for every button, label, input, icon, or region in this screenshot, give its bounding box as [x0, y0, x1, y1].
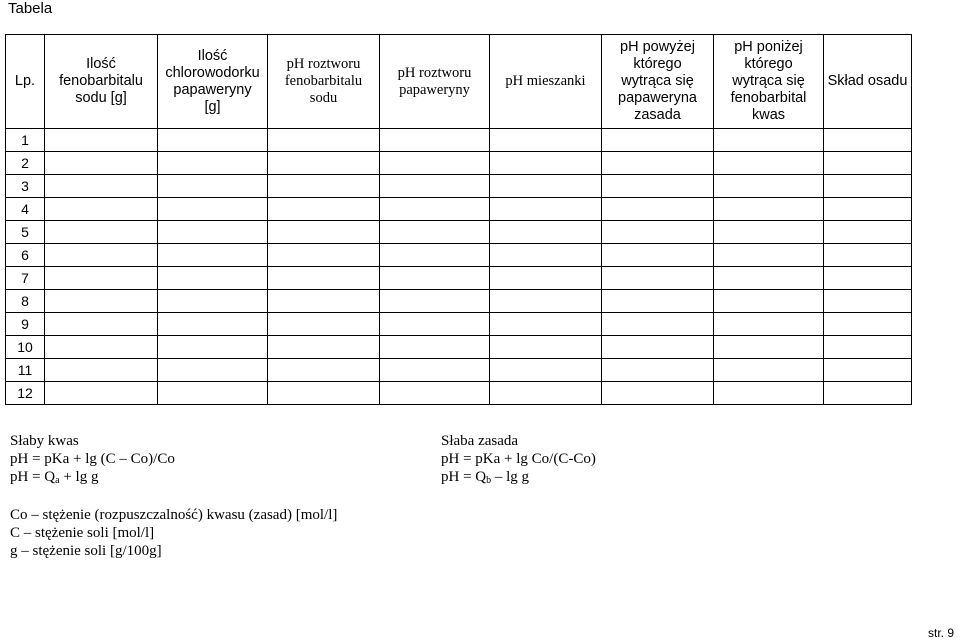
table-cell[interactable] — [490, 244, 602, 267]
table-cell[interactable] — [380, 290, 490, 313]
header-line: pH roztworu — [397, 64, 472, 81]
header-lp — [6, 35, 45, 129]
table-cell[interactable] — [268, 129, 380, 152]
table-cell[interactable] — [490, 359, 602, 382]
table-cell[interactable] — [602, 129, 714, 152]
table-row — [6, 175, 912, 198]
weak-base-block — [441, 432, 596, 490]
table-cell[interactable] — [714, 382, 824, 405]
row-number: 1 — [6, 129, 45, 152]
header-line: fenobarbital — [730, 90, 807, 106]
header-ph-mixture — [490, 35, 602, 129]
table-cell[interactable] — [490, 313, 602, 336]
header-line: papaweryna — [618, 90, 697, 106]
row-number: 3 — [6, 175, 45, 198]
table-cell[interactable] — [490, 290, 602, 313]
header-line: pH powyżej — [620, 39, 695, 55]
row-number: 9 — [6, 313, 45, 336]
table-cell[interactable] — [714, 152, 824, 175]
table-cell[interactable] — [45, 152, 158, 175]
table-cell[interactable] — [490, 129, 602, 152]
table-row — [6, 152, 912, 175]
table-header-row — [6, 35, 912, 129]
table-row — [6, 313, 912, 336]
table-cell[interactable] — [158, 359, 268, 382]
table-cell[interactable] — [602, 382, 714, 405]
header-line: którego — [633, 56, 682, 72]
header-line: papaweryny — [173, 81, 252, 98]
table-cell[interactable] — [45, 129, 158, 152]
table-cell[interactable] — [158, 152, 268, 175]
table-cell[interactable] — [602, 359, 714, 382]
header-line: Lp. — [14, 73, 36, 89]
table-cell[interactable] — [490, 382, 602, 405]
weak-acid-eq2: pH = $Q_a + \lg g$ — [10, 469, 99, 486]
table-cell[interactable] — [824, 244, 912, 267]
table-cell[interactable] — [45, 382, 158, 405]
table-row — [6, 359, 912, 382]
header-line: Ilość — [86, 56, 116, 72]
row-number: 8 — [6, 290, 45, 313]
header-line: pH roztworu — [286, 56, 361, 72]
table-cell[interactable] — [158, 221, 268, 244]
table-cell[interactable] — [380, 152, 490, 175]
table-cell[interactable] — [824, 267, 912, 290]
table-cell[interactable] — [45, 198, 158, 221]
table-cell[interactable] — [158, 336, 268, 359]
legend-co: Co – stężenie (rozpuszczalność) kwasu (zasad) [mol/l] — [10, 507, 338, 523]
table-cell[interactable] — [380, 198, 490, 221]
table-cell[interactable] — [268, 290, 380, 313]
table-cell[interactable] — [714, 221, 824, 244]
weak-acid-title: Słaby kwas — [10, 433, 79, 449]
table-cell[interactable] — [824, 313, 912, 336]
table-cell[interactable] — [158, 267, 268, 290]
table-cell[interactable] — [158, 290, 268, 313]
table-cell[interactable] — [490, 221, 602, 244]
table-cell[interactable] — [602, 290, 714, 313]
table-cell[interactable] — [380, 313, 490, 336]
header-papaverine-amount — [158, 35, 268, 129]
table-cell[interactable] — [714, 198, 824, 221]
header-line: wytrąca się — [732, 73, 805, 89]
header-line: wytrąca się — [621, 73, 694, 89]
table-cell[interactable] — [380, 221, 490, 244]
header-ph-above — [602, 35, 714, 129]
table-cell[interactable] — [602, 313, 714, 336]
table-cell[interactable] — [45, 221, 158, 244]
row-number: 4 — [6, 198, 45, 221]
weak-acid-eq1: pH = pKa + lg (C – Co)/Co — [10, 451, 175, 467]
table-cell[interactable] — [158, 175, 268, 198]
table-cell[interactable] — [158, 198, 268, 221]
table-body — [6, 129, 912, 405]
header-line: fenobarbitalu — [59, 73, 143, 89]
header-fenobarbital-amount — [45, 35, 158, 129]
header-line: chlorowodorku — [165, 64, 260, 81]
header-ph-fenobarbital — [268, 35, 380, 129]
table-cell[interactable] — [45, 313, 158, 336]
table-cell[interactable] — [268, 198, 380, 221]
table-cell[interactable] — [714, 290, 824, 313]
table-row — [6, 221, 912, 244]
table-cell[interactable] — [268, 152, 380, 175]
table-cell[interactable] — [824, 336, 912, 359]
table-row — [6, 198, 912, 221]
table-cell[interactable] — [268, 336, 380, 359]
row-number: 11 — [6, 359, 45, 382]
table-cell[interactable] — [380, 336, 490, 359]
table-cell[interactable] — [602, 221, 714, 244]
table-cell[interactable] — [824, 221, 912, 244]
table-cell[interactable] — [268, 359, 380, 382]
table-cell[interactable] — [602, 267, 714, 290]
table-cell[interactable] — [380, 129, 490, 152]
weak-base-eq1: pH = pKa + lg Co/(C-Co) — [441, 451, 596, 467]
header-sediment — [824, 35, 912, 129]
header-line: kwas — [751, 107, 786, 123]
table-cell[interactable] — [158, 382, 268, 405]
table-cell[interactable] — [45, 359, 158, 382]
header-line: sodu — [309, 90, 338, 106]
table-cell[interactable] — [490, 152, 602, 175]
header-ph-below — [714, 35, 824, 129]
table-cell[interactable] — [380, 382, 490, 405]
legend-g: g – stężenie soli [g/100g] — [10, 543, 162, 559]
header-line: papaweryny — [399, 81, 470, 98]
header-line: zasada — [634, 107, 681, 123]
table-cell[interactable] — [380, 359, 490, 382]
header-line: Skład osadu — [827, 73, 908, 89]
legend-block — [10, 506, 337, 560]
table-cell[interactable] — [45, 336, 158, 359]
header-line: pH mieszanki — [505, 73, 586, 89]
row-number: 2 — [6, 152, 45, 175]
table-cell[interactable] — [714, 244, 824, 267]
table-row — [6, 244, 912, 267]
table-cell[interactable] — [268, 175, 380, 198]
table-cell[interactable] — [268, 267, 380, 290]
row-number: 5 — [6, 221, 45, 244]
table-cell[interactable] — [380, 267, 490, 290]
row-number: 6 — [6, 244, 45, 267]
table-cell[interactable] — [268, 221, 380, 244]
table-row — [6, 267, 912, 290]
header-line: pH poniżej — [734, 39, 803, 55]
row-number: 10 — [6, 336, 45, 359]
table-cell[interactable] — [714, 313, 824, 336]
table-cell[interactable] — [268, 313, 380, 336]
table-cell[interactable] — [380, 244, 490, 267]
table-cell[interactable] — [824, 359, 912, 382]
header-line: [g] — [204, 98, 221, 115]
table-cell[interactable] — [824, 129, 912, 152]
table-cell[interactable] — [158, 244, 268, 267]
header-line: Ilość — [197, 47, 228, 64]
table-cell[interactable] — [45, 175, 158, 198]
table-cell[interactable] — [824, 198, 912, 221]
table-cell[interactable] — [824, 175, 912, 198]
header-line: fenobarbitalu — [284, 73, 363, 89]
table-cell[interactable] — [602, 175, 714, 198]
data-table — [5, 34, 912, 405]
page-number: str. 9 — [927, 626, 954, 640]
table-cell[interactable] — [45, 244, 158, 267]
table-cell[interactable] — [380, 175, 490, 198]
table-cell[interactable] — [490, 198, 602, 221]
table-cell[interactable] — [714, 359, 824, 382]
table-cell[interactable] — [268, 382, 380, 405]
table-row — [6, 290, 912, 313]
table-cell[interactable] — [490, 336, 602, 359]
header-line: sodu [g] — [75, 90, 127, 106]
row-number: 12 — [6, 382, 45, 405]
weak-base-eq2: pH = $Q_b$ – lg g — [441, 469, 530, 486]
weak-base-title: Słaba zasada — [441, 433, 519, 449]
page-title: Tabela — [8, 0, 53, 17]
table-row — [6, 129, 912, 152]
table-cell[interactable] — [824, 382, 912, 405]
table-cell[interactable] — [714, 336, 824, 359]
header-ph-papaverine — [380, 35, 490, 129]
table-cell[interactable] — [158, 129, 268, 152]
legend-c: C – stężenie soli [mol/l] — [10, 525, 155, 541]
table-cell[interactable] — [714, 267, 824, 290]
table-cell[interactable] — [158, 313, 268, 336]
table-cell[interactable] — [602, 198, 714, 221]
table-cell[interactable] — [45, 290, 158, 313]
table-cell[interactable] — [824, 152, 912, 175]
table-cell[interactable] — [602, 336, 714, 359]
table-cell[interactable] — [490, 267, 602, 290]
table-row — [6, 336, 912, 359]
table-cell[interactable] — [714, 129, 824, 152]
table-cell[interactable] — [490, 175, 602, 198]
table-cell[interactable] — [268, 244, 380, 267]
header-line: którego — [744, 56, 793, 72]
table-cell[interactable] — [824, 290, 912, 313]
weak-acid-block — [10, 432, 175, 490]
row-number: 7 — [6, 267, 45, 290]
table-row — [6, 382, 912, 405]
table-cell[interactable] — [45, 267, 158, 290]
table-cell[interactable] — [602, 244, 714, 267]
table-cell[interactable] — [602, 152, 714, 175]
table-cell[interactable] — [714, 175, 824, 198]
